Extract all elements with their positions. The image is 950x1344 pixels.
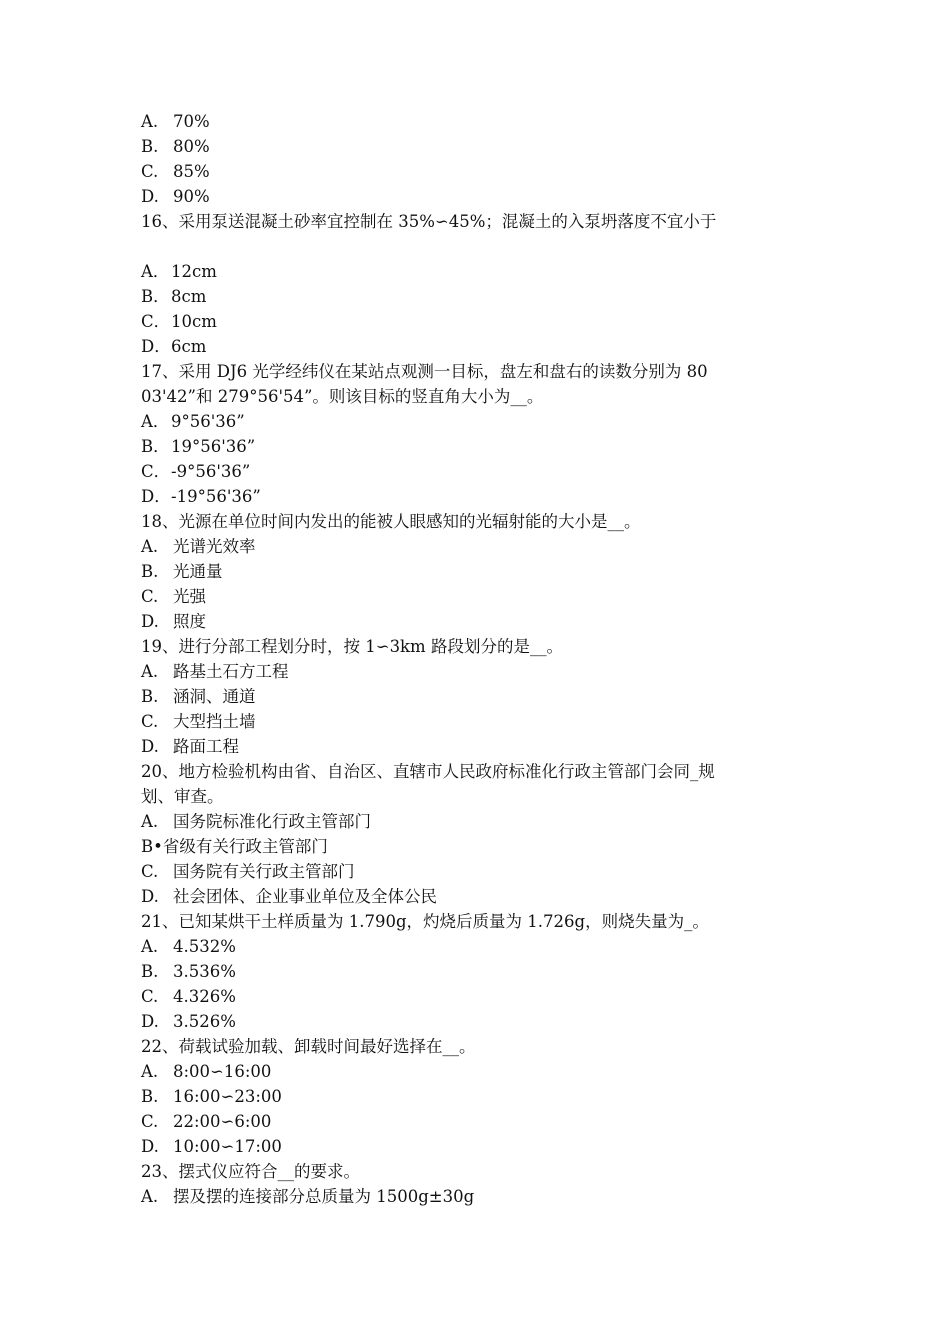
option-text: 3.526% xyxy=(173,1012,236,1031)
option-label: A. xyxy=(141,1062,159,1081)
option-text: 照度 xyxy=(173,612,206,631)
option-label: D. xyxy=(141,1012,159,1031)
answer-option xyxy=(141,1109,811,1134)
option-text: 22:00∽6:00 xyxy=(173,1112,272,1131)
option-text: 10:00∽17:00 xyxy=(173,1137,282,1156)
option-label: D． xyxy=(141,337,171,356)
option-text: 85% xyxy=(173,162,210,181)
answer-option xyxy=(141,1059,811,1084)
option-text: 80% xyxy=(173,137,210,156)
answer-option xyxy=(141,559,811,584)
answer-option xyxy=(141,184,811,209)
question-text: 03'42”和 279°56'54”。则该目标的竖直角大小为__。 xyxy=(141,387,544,406)
option-label: B. xyxy=(141,962,159,981)
option-label: C． xyxy=(141,312,171,331)
option-text: 大型挡土墙 xyxy=(173,712,256,731)
option-label: C. xyxy=(141,587,159,606)
question-text: 21、已知某烘干土样质量为 1.790g，灼烧后质量为 1.726g，则烧失量为_。 xyxy=(141,912,709,931)
answer-option xyxy=(141,484,811,509)
answer-option xyxy=(141,459,811,484)
option-text: 90% xyxy=(173,187,210,206)
answer-option xyxy=(141,1084,811,1109)
answer-option xyxy=(141,934,811,959)
option-label: A. xyxy=(141,1187,159,1206)
option-text: 3.536% xyxy=(173,962,236,981)
option-label: D. xyxy=(141,887,159,906)
answer-option xyxy=(141,534,811,559)
answer-option xyxy=(141,309,811,334)
answer-option xyxy=(141,834,811,859)
answer-option xyxy=(141,409,811,434)
option-text: 19°56'36” xyxy=(171,437,256,456)
question-text: 17、采用 DJ6 光学经纬仪在某站点观测一目标，盘左和盘右的读数分别为 80 xyxy=(141,362,708,381)
option-text: B•省级有关行政主管部门 xyxy=(141,837,328,856)
question-text: 19、进行分部工程划分时，按 1∽3km 路段划分的是__。 xyxy=(141,637,563,656)
option-label: B． xyxy=(141,287,170,306)
option-label: D. xyxy=(141,187,159,206)
option-text: 16:00∽23:00 xyxy=(173,1087,282,1106)
answer-option xyxy=(141,859,811,884)
answer-option xyxy=(141,609,811,634)
option-label: A. xyxy=(141,937,159,956)
option-text: 12cm xyxy=(171,262,217,281)
option-label: A. xyxy=(141,812,159,831)
answer-option xyxy=(141,684,811,709)
option-text: 8:00∽16:00 xyxy=(173,1062,272,1081)
option-text: 涵洞、通道 xyxy=(173,687,256,706)
option-text: 8cm xyxy=(171,287,207,306)
blank-line xyxy=(141,234,811,259)
option-label: A. xyxy=(141,662,159,681)
question-text: 20、地方检验机构由省、自治区、直辖市人民政府标准化行政主管部门会同_规 xyxy=(141,762,715,781)
answer-option xyxy=(141,259,811,284)
option-text: 路基土石方工程 xyxy=(173,662,289,681)
option-text: 光谱光效率 xyxy=(173,537,256,556)
answer-option xyxy=(141,159,811,184)
answer-option xyxy=(141,659,811,684)
option-label: D． xyxy=(141,487,171,506)
option-text: 4.532% xyxy=(173,937,236,956)
question-text: 18、光源在单位时间内发出的能被人眼感知的光辐射能的大小是__。 xyxy=(141,512,641,531)
option-text: 光通量 xyxy=(173,562,223,581)
question-text: 划、审查。 xyxy=(141,787,224,806)
option-label: B． xyxy=(141,437,170,456)
answer-option xyxy=(141,1184,811,1209)
answer-option xyxy=(141,134,811,159)
answer-option xyxy=(141,284,811,309)
answer-option xyxy=(141,884,811,909)
option-text: -9°56'36” xyxy=(171,462,251,481)
option-text: 6cm xyxy=(171,337,207,356)
option-label: C. xyxy=(141,1112,159,1131)
document-body xyxy=(141,109,811,1209)
answer-option xyxy=(141,334,811,359)
option-text: 光强 xyxy=(173,587,206,606)
option-text: 9°56'36” xyxy=(171,412,245,431)
option-text: 10cm xyxy=(171,312,217,331)
answer-option xyxy=(141,984,811,1009)
answer-option xyxy=(141,109,811,134)
option-text: 4.326% xyxy=(173,987,236,1006)
option-label: C. xyxy=(141,712,159,731)
answer-option xyxy=(141,434,811,459)
option-label: A． xyxy=(141,262,170,281)
answer-option xyxy=(141,1009,811,1034)
option-label: D. xyxy=(141,737,159,756)
option-label: A. xyxy=(141,537,159,556)
answer-option xyxy=(141,809,811,834)
question-text: 22、荷载试验加载、卸载时间最好选择在__。 xyxy=(141,1037,476,1056)
question-text: 16、采用泵送混凝土砂率宜控制在 35%∽45%；混凝土的入泵坍落度不宜小于 xyxy=(141,212,717,231)
option-label: D. xyxy=(141,1137,159,1156)
option-text: 社会团体、企业事业单位及全体公民 xyxy=(173,887,437,906)
option-text: 摆及摆的连接部分总质量为 1500g±30g xyxy=(173,1187,475,1206)
answer-option xyxy=(141,584,811,609)
option-text: 70% xyxy=(173,112,210,131)
option-label: C． xyxy=(141,462,171,481)
option-label: C. xyxy=(141,162,159,181)
option-text: 国务院有关行政主管部门 xyxy=(173,862,355,881)
question-text: 23、摆式仪应符合__的要求。 xyxy=(141,1162,360,1181)
option-label: C. xyxy=(141,862,159,881)
option-text: 国务院标准化行政主管部门 xyxy=(173,812,371,831)
option-label: B. xyxy=(141,687,159,706)
answer-option xyxy=(141,959,811,984)
answer-option xyxy=(141,709,811,734)
answer-option xyxy=(141,1134,811,1159)
option-label: A． xyxy=(141,412,170,431)
option-text: -19°56'36” xyxy=(171,487,261,506)
option-label: C. xyxy=(141,987,159,1006)
option-label: B. xyxy=(141,1087,159,1106)
option-label: D. xyxy=(141,612,159,631)
option-text: 路面工程 xyxy=(173,737,239,756)
answer-option xyxy=(141,734,811,759)
option-label: A. xyxy=(141,112,159,131)
option-label: B. xyxy=(141,137,159,156)
option-label: B. xyxy=(141,562,159,581)
